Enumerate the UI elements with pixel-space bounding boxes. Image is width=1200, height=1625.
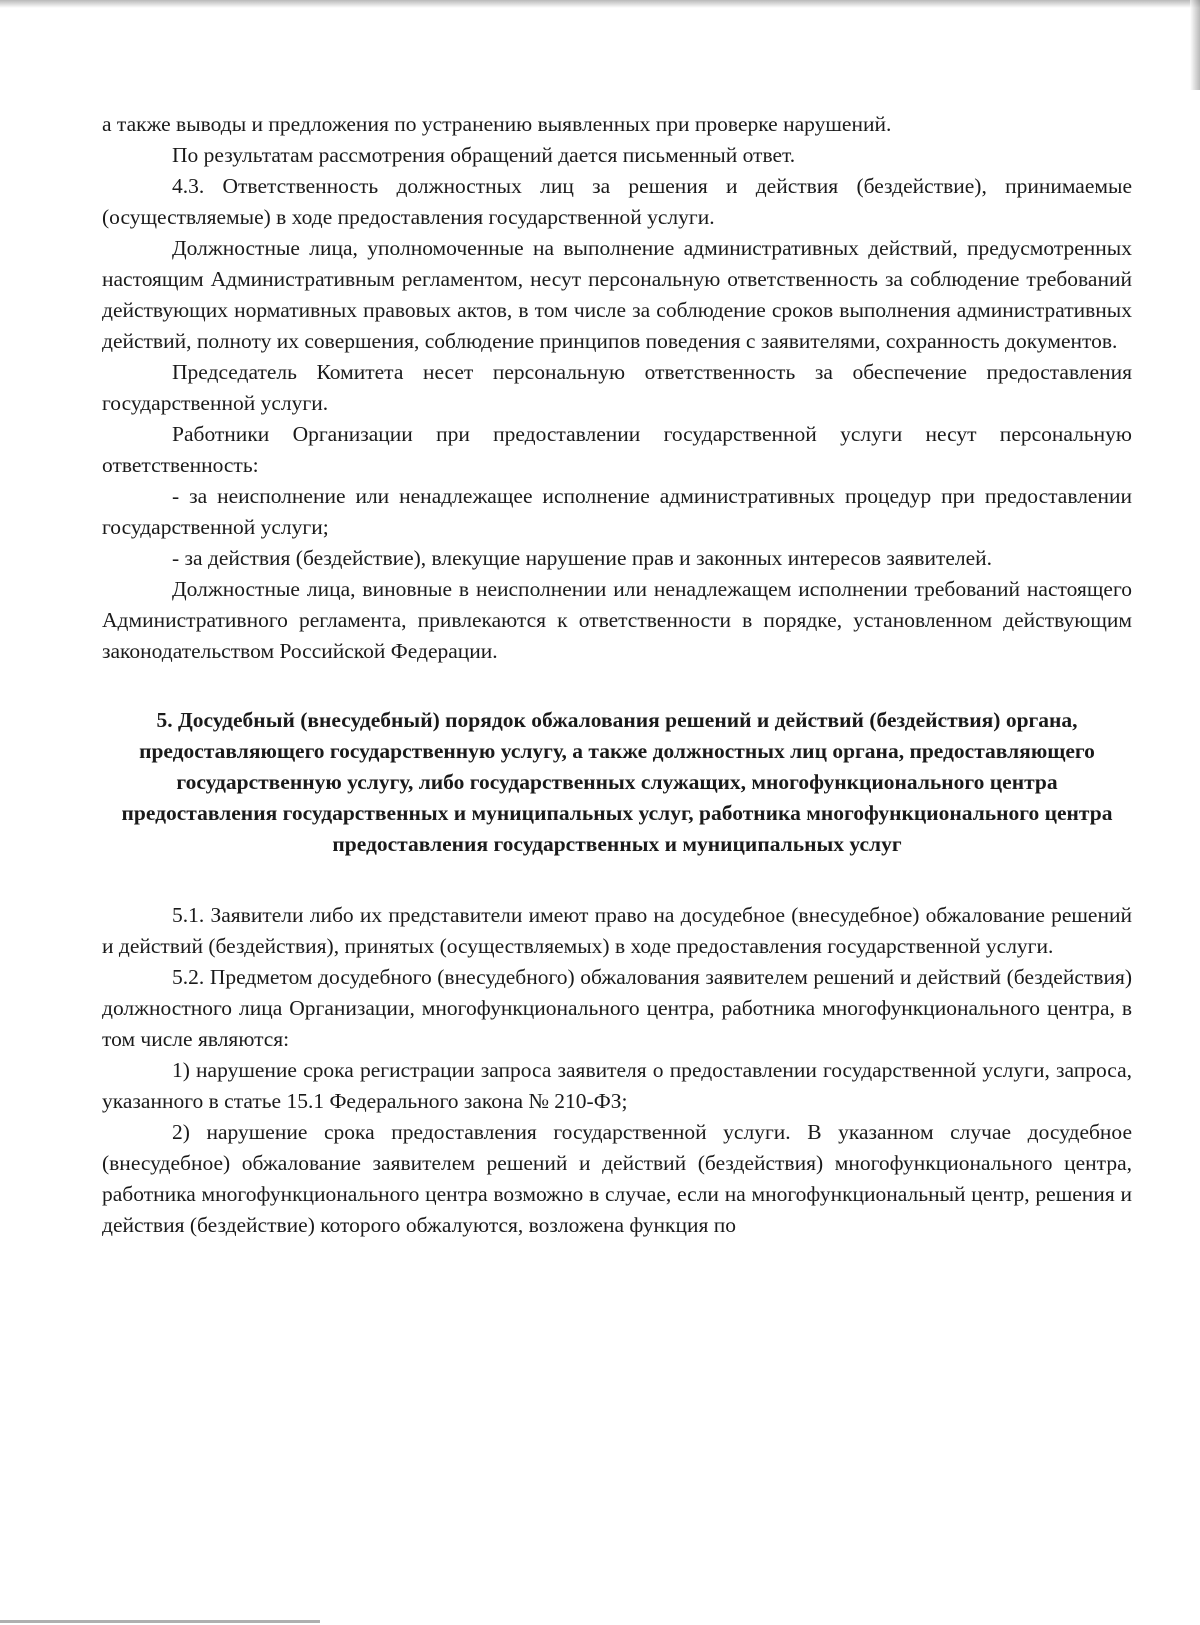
- paragraph-continuation: а также выводы и предложения по устранению выявленных при проверке нарушений.: [102, 112, 892, 136]
- list-item-1: 1) нарушение срока регистрации запроса заявителя о предоставлении государственной услуги, запроса, указанного в статье 15.1 Федерального закона № 210-ФЗ;: [102, 1058, 1132, 1113]
- paragraph-written-response: По результатам рассмотрения обращений дается письменный ответ.: [172, 143, 796, 167]
- paragraph-officials-responsibility: Должностные лица, уполномоченные на выполнение административных действий, предусмотренных настоящим Административным регламентом, несут персональную ответственность за соблюдение требований действующих нормативных правовых актов, в том числе за соблюдение сроков выполнения административных действий, полноту их совершения, соблюдение принципов поведения с заявителями, сохранность документов.: [102, 236, 1132, 353]
- section-heading-5: 5. Досудебный (внесудебный) порядок обжалования решений и действий (бездействия) органа, предоставляющего государственную услугу, а также должностных лиц органа, предоставляющего государственную услугу, либо государственных служащих, многофункционального центра предоставления государственных и муниципальных услуг, работника многофункционального центра предоставления государственных и муниципальных услуг: [121, 708, 1113, 856]
- scan-edge-right: [1190, 0, 1200, 90]
- list-item-2: 2) нарушение срока предоставления государственной услуги. В указанном случае досудебное (внесудебное) обжалование заявителем решений и действий (бездействия) многофункционального центра, работника многофункционального центра возможно в случае, если на многофункциональный центр, решения и действия (бездействие) которого обжалуются, возложена функция по: [102, 1120, 1132, 1237]
- list-item-nonperformance: - за неисполнение или ненадлежащее исполнение административных процедур при предоставлении государственной услуги;: [102, 484, 1132, 539]
- paragraph-5-1: 5.1. Заявители либо их представители имеют право на досудебное (внесудебное) обжалование решений и действий (бездействия), принятых (осуществляемых) в ходе предоставления государственной услуги.: [102, 903, 1132, 958]
- list-item-rights-violation: - за действия (бездействие), влекущие нарушение прав и законных интересов заявителей.: [172, 546, 993, 570]
- scan-edge-bottom: [0, 1620, 320, 1623]
- scan-edge-top: [0, 0, 1200, 8]
- paragraph-liability: Должностные лица, виновные в неисполнении или ненадлежащем исполнении требований настоящего Административного регламента, привлекаются к ответственности в порядке, установленном действующим законодательством Российской Федерации.: [102, 577, 1132, 663]
- document-body: [102, 109, 1132, 1241]
- paragraph-5-2: 5.2. Предметом досудебного (внесудебного) обжалования заявителем решений и действий (бездействия) должностного лица Организации, многофункционального центра, работника многофункционального центра, в том числе являются:: [102, 965, 1132, 1051]
- paragraph-4-3: 4.3. Ответственность должностных лиц за решения и действия (бездействие), принимаемые (осуществляемые) в ходе предоставления государственной услуги.: [102, 174, 1132, 229]
- paragraph-workers-responsibility: Работники Организации при предоставлении государственной услуги несут персональную ответственность:: [102, 422, 1132, 477]
- paragraph-chairman-responsibility: Председатель Комитета несет персональную ответственность за обеспечение предоставления государственной услуги.: [102, 360, 1132, 415]
